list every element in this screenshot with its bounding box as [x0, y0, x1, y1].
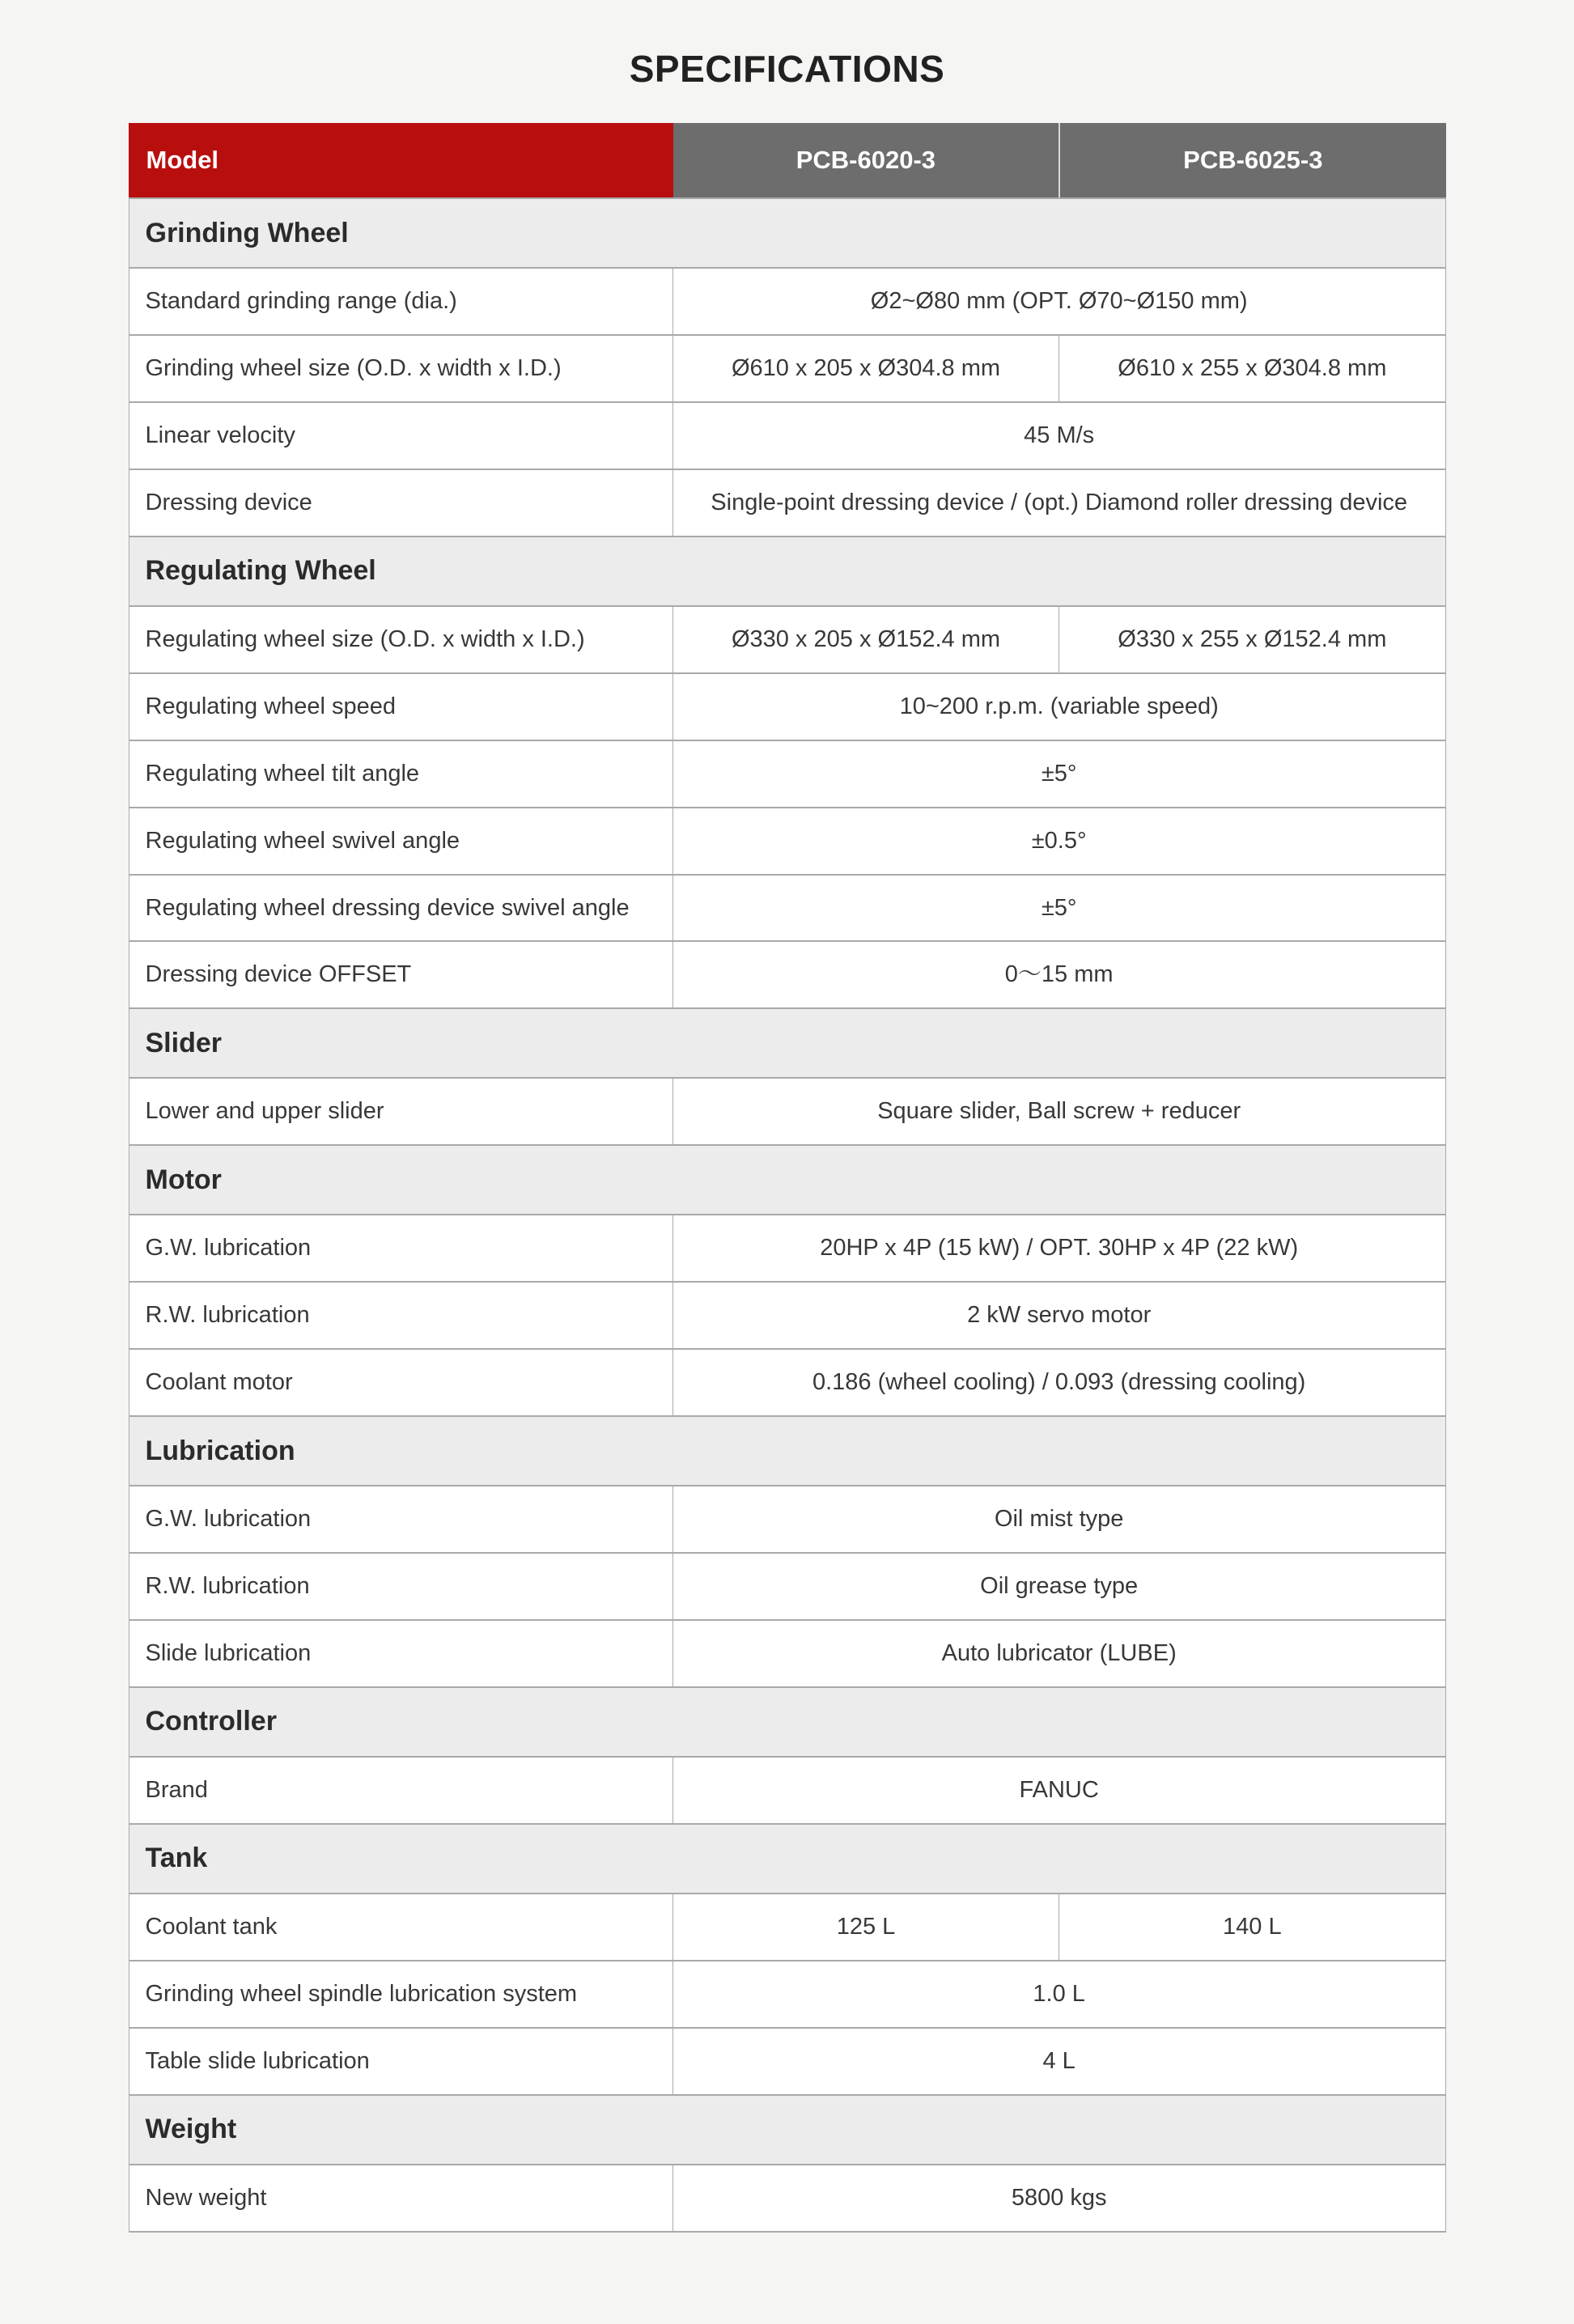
spec-row: [129, 267, 1446, 334]
spec-row: [129, 740, 1446, 807]
spec-value: 140 L: [1059, 1894, 1445, 1960]
spec-value: ±5°: [1041, 760, 1077, 787]
spec-row: [129, 1281, 1446, 1348]
spec-row: [129, 1348, 1446, 1415]
spec-label: Standard grinding range (dia.): [129, 269, 673, 334]
spec-label: Linear velocity: [129, 403, 673, 469]
section-title: Grinding Wheel: [145, 217, 349, 248]
spec-label: Grinding wheel size (O.D. x width x I.D.): [129, 336, 673, 401]
spec-value: 0～15 mm: [1004, 961, 1114, 988]
section-title: Regulating Wheel: [145, 555, 376, 587]
spec-value: Ø2~Ø80 mm (OPT. Ø70~Ø150 mm): [870, 288, 1248, 314]
spec-value: 10~200 r.p.m. (variable speed): [899, 693, 1219, 719]
spec-label: Regulating wheel swivel angle: [129, 808, 673, 874]
spec-label: Lower and upper slider: [129, 1079, 673, 1144]
spec-label: G.W. lubrication: [129, 1486, 673, 1552]
spec-row: [129, 1619, 1446, 1686]
spec-row: [129, 2164, 1446, 2233]
specifications-table: [129, 123, 1446, 2233]
spec-row: [129, 874, 1446, 941]
spec-row: [129, 1960, 1446, 2027]
section-header-row: [129, 197, 1446, 267]
spec-label: Regulating wheel speed: [129, 674, 673, 740]
spec-value: Oil mist type: [994, 1506, 1124, 1533]
page-title: SPECIFICATIONS: [629, 48, 945, 90]
spec-label: Regulating wheel size (O.D. x width x I.D.): [129, 607, 673, 672]
spec-label: Brand: [129, 1758, 673, 1823]
section-header-row: [129, 2094, 1446, 2164]
spec-value: Single-point dressing device / (opt.) Diamond roller dressing device: [711, 489, 1408, 515]
column-header-pcb-6025-3: PCB-6025-3: [1059, 123, 1445, 197]
section-header-row: [129, 536, 1446, 605]
spec-value: FANUC: [1019, 1776, 1099, 1803]
section-header-row: [129, 1144, 1446, 1214]
spec-row: [129, 1552, 1446, 1619]
section-header-row: [129, 1686, 1446, 1756]
spec-row: [129, 1893, 1446, 1960]
spec-label: R.W. lubrication: [129, 1554, 673, 1619]
spec-value: 2 kW servo motor: [967, 1302, 1152, 1329]
spec-row: [129, 807, 1446, 874]
spec-value: Square slider, Ball screw + reducer: [877, 1098, 1241, 1125]
spec-value: ±0.5°: [1031, 827, 1087, 854]
column-header-pcb-6020-3: PCB-6020-3: [673, 123, 1059, 197]
spec-row: [129, 401, 1446, 469]
section-title: Weight: [145, 2114, 237, 2145]
spec-label: New weight: [129, 2165, 673, 2231]
section-header-row: [129, 1007, 1446, 1077]
table-header-row: [129, 123, 1446, 197]
spec-value: 20HP x 4P (15 kW) / OPT. 30HP x 4P (22 kW): [820, 1235, 1299, 1262]
spec-row: [129, 672, 1446, 740]
spec-row: [129, 469, 1446, 536]
spec-label: Slide lubrication: [129, 1621, 673, 1686]
spec-value: 45 M/s: [1024, 422, 1095, 448]
spec-row: [129, 1485, 1446, 1552]
section-header-row: [129, 1823, 1446, 1893]
spec-value: Oil grease type: [980, 1573, 1139, 1600]
spec-label: Regulating wheel tilt angle: [129, 741, 673, 807]
section-header-row: [129, 1415, 1446, 1485]
section-title: Controller: [145, 1706, 277, 1737]
spec-value: Ø330 x 205 x Ø152.4 mm: [731, 626, 1001, 652]
spec-value: Ø330 x 255 x Ø152.4 mm: [1059, 607, 1445, 672]
spec-label: Dressing device OFFSET: [129, 942, 673, 1007]
spec-value: 4 L: [1042, 2047, 1075, 2074]
spec-row: [129, 1756, 1446, 1823]
spec-row: [129, 940, 1446, 1007]
spec-label: Table slide lubrication: [129, 2029, 673, 2094]
spec-value: Ø610 x 255 x Ø304.8 mm: [1059, 336, 1445, 401]
spec-value: 125 L: [836, 1913, 896, 1940]
spec-label: Dressing device: [129, 470, 673, 536]
spec-label: Coolant motor: [129, 1350, 673, 1415]
spec-value: Auto lubricator (LUBE): [941, 1640, 1177, 1666]
spec-row: [129, 1214, 1446, 1281]
spec-label: Grinding wheel spindle lubrication system: [129, 1961, 673, 2027]
spec-label: R.W. lubrication: [129, 1283, 673, 1348]
spec-value: 5800 kgs: [1011, 2184, 1107, 2211]
section-title: Tank: [145, 1843, 208, 1874]
section-title: Motor: [145, 1164, 222, 1195]
spec-row: [129, 334, 1446, 401]
spec-label: Regulating wheel dressing device swivel angle: [129, 876, 673, 941]
spec-row: [129, 1077, 1446, 1144]
spec-label: Coolant tank: [129, 1894, 673, 1960]
section-title: Lubrication: [145, 1435, 295, 1466]
spec-value: ±5°: [1041, 894, 1077, 921]
section-title: Slider: [145, 1027, 222, 1058]
spec-row: [129, 2027, 1446, 2094]
spec-label: G.W. lubrication: [129, 1215, 673, 1281]
model-header-cell: Model: [129, 123, 673, 197]
spec-value: 1.0 L: [1033, 1980, 1085, 2007]
spec-row: [129, 605, 1446, 672]
spec-value: Ø610 x 205 x Ø304.8 mm: [731, 354, 1001, 381]
spec-value: 0.186 (wheel cooling) / 0.093 (dressing cooling): [812, 1369, 1306, 1396]
